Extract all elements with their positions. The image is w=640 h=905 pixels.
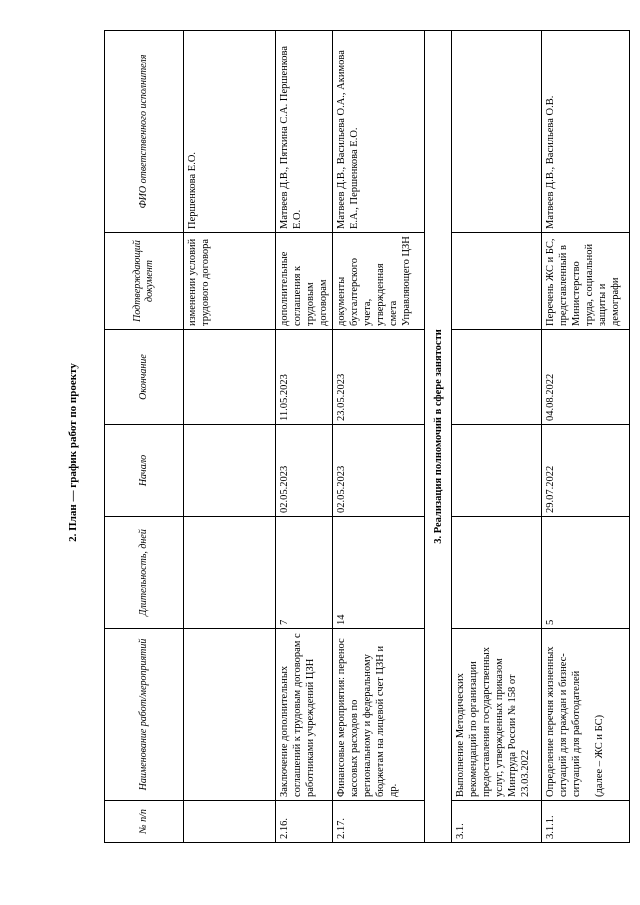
col-header-document: Подтверждающий документ xyxy=(105,233,184,330)
cell-end: 11.05.2023 xyxy=(276,330,333,425)
cell-end xyxy=(184,330,276,425)
cell-start xyxy=(452,425,542,517)
col-header-name: Наименование работ/мероприятий xyxy=(105,629,184,801)
table-row xyxy=(542,31,630,843)
cell-responsible: Матвеев Д.В., Пяткина С.А. Першенкова Е.О. xyxy=(276,31,333,233)
cell-document xyxy=(452,233,542,330)
cell-number: 2.16. xyxy=(276,801,333,843)
cell-start: 02.05.2023 xyxy=(276,425,333,517)
cell-number: 3.1. xyxy=(452,801,542,843)
cell-number xyxy=(184,801,276,843)
col-header-duration: Длительность, дней xyxy=(105,517,184,629)
cell-document: изменении условий трудового договора xyxy=(184,233,276,330)
cell-responsible: Матвеев Д.В., Васильева О.В. xyxy=(542,31,630,233)
cell-name-main: Определение перечня жизненных ситуаций для граждан и бизнес-ситуаций для работодателей xyxy=(545,646,582,797)
cell-duration xyxy=(452,517,542,629)
cell-name: Выполнение Методических рекомендаций по организации предоставления государственных услуг, утвержденных приказом Минтруда России № 158 от 23.03.2022 xyxy=(452,629,542,801)
cell-start: 29.07.2022 xyxy=(542,425,630,517)
cell-document: дополнительные соглашения к трудовым договорам xyxy=(276,233,333,330)
cell-duration: 14 xyxy=(333,517,425,629)
col-header-responsible: ФИО ответственного исполнителя xyxy=(105,31,184,233)
table-row xyxy=(184,31,276,843)
cell-responsible: Першенкова Е.О. xyxy=(184,31,276,233)
cell-number: 3.1.1. xyxy=(542,801,630,843)
col-header-end: Окончание xyxy=(105,330,184,425)
table-row xyxy=(333,31,425,843)
cell-duration: 5 xyxy=(542,517,630,629)
cell-duration: 7 xyxy=(276,517,333,629)
cell-end: 04.08.2022 xyxy=(542,330,630,425)
cell-name: Заключение дополнительных соглашений к трудовым договорам с работниками учреждений ЦЗН xyxy=(276,629,333,801)
cell-responsible xyxy=(452,31,542,233)
section-row xyxy=(425,31,452,843)
cell-duration xyxy=(184,517,276,629)
cell-name xyxy=(184,629,276,801)
cell-name-abbrev: (далее – ЖС и БС) xyxy=(594,714,605,797)
work-plan-table xyxy=(104,30,630,843)
section-heading: 2. План — график работ по проекту xyxy=(67,363,79,542)
cell-name xyxy=(542,629,630,801)
table-row xyxy=(276,31,333,843)
cell-name: Финансовые мероприятия: перенос кассовых расходов по региональному и федеральному бюджетам на лицевой счет ЦЗН и др. xyxy=(333,629,425,801)
cell-start xyxy=(184,425,276,517)
cell-end: 23.05.2023 xyxy=(333,330,425,425)
cell-document: Перечень ЖС и БС, представленный в Министерство труда, социальной защиты и демографи xyxy=(542,233,630,330)
cell-number: 2.17. xyxy=(333,801,425,843)
table-header-row xyxy=(105,31,184,843)
section3-title: 3. Реализация полномочий в сфере занятости xyxy=(425,31,452,843)
cell-start: 02.05.2023 xyxy=(333,425,425,517)
col-header-number: № п/п xyxy=(105,801,184,843)
col-header-start: Начало xyxy=(105,425,184,517)
cell-document: документы бухгалтерского учета, утвержденная смета Управляющего ЦЗН xyxy=(333,233,425,330)
cell-responsible: Матвеев Д.В., Васильева О.А., Акимова Е.А., Першенкова Е.О. xyxy=(333,31,425,233)
table-row xyxy=(452,31,542,843)
cell-end xyxy=(452,330,542,425)
